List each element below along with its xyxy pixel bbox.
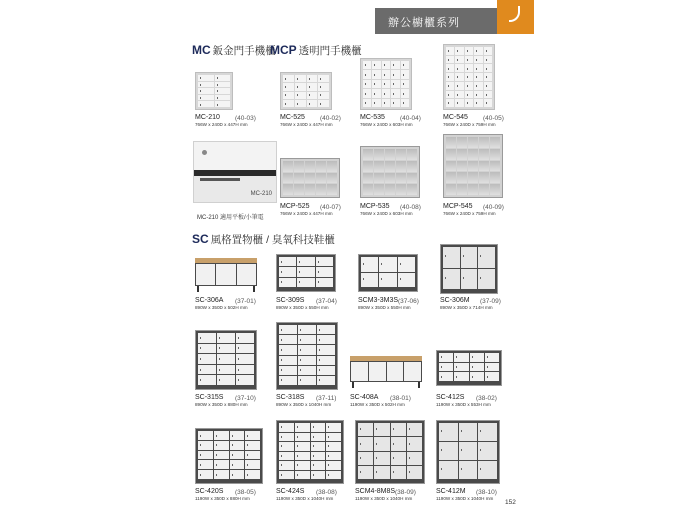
- product-dimensions: 1190W x 350D x 880H mm: [195, 496, 250, 501]
- section-title-mc: MC 鈑金門手機櫃: [192, 43, 276, 57]
- product-code: SC-306M: [440, 297, 470, 304]
- product-dimensions: 890W x 350D x 502H mm: [195, 305, 248, 310]
- cabinet-image: [276, 254, 336, 292]
- page-number: 152: [505, 499, 516, 506]
- product-code: MCP-545: [443, 203, 473, 210]
- lock-icon: [202, 150, 207, 155]
- cabinet-image: [280, 72, 332, 110]
- product-ref: (37-01): [235, 297, 256, 305]
- product-ref: (38-01): [390, 394, 411, 402]
- hook-icon: [509, 6, 520, 22]
- product-ref: (40-02): [320, 114, 341, 122]
- cabinet-image: [360, 58, 412, 110]
- product-ref: (40-08): [400, 203, 421, 211]
- product-code: SC-408A: [350, 394, 379, 401]
- cabinet-image: [443, 44, 495, 110]
- product-dimensions: 766W x 240D x 759H mm: [443, 211, 496, 216]
- product-ref: (37-06): [398, 297, 419, 305]
- product-code: MC-545: [443, 114, 468, 121]
- product-code: SC-420S: [195, 488, 224, 495]
- product-dimensions: 766W x 240D x 603H mm: [360, 211, 413, 216]
- product-dimensions: 766W x 240D x 603H mm: [360, 122, 413, 127]
- product-ref: (38-09): [395, 488, 416, 496]
- product-code: SC-424S: [276, 488, 305, 495]
- product-ref: (38-02): [476, 394, 497, 402]
- cabinet-image: [280, 158, 340, 198]
- product-ref: (37-09): [480, 297, 501, 305]
- product-dimensions: 766W x 240D x 447H mm: [280, 211, 333, 216]
- detail-caption: MC-210 適用平板/小筆電: [197, 215, 264, 221]
- product-dimensions: 766W x 240D x 759H mm: [443, 122, 496, 127]
- cabinet-image: [195, 72, 233, 110]
- product-dimensions: 1190W x 350D x 1040H mm: [276, 496, 334, 501]
- mc-210-detail-photo: [193, 141, 277, 203]
- cabinet-image: [440, 244, 498, 294]
- product-code: MC-525: [280, 114, 305, 121]
- header-accent: [497, 0, 534, 34]
- product-code: SCM3-3M3S: [358, 297, 399, 304]
- section-title-sc: SC 風格置物櫃 / 臭氧科技鞋櫃: [192, 232, 335, 246]
- cabinet-image: [276, 322, 338, 390]
- product-code: MCP-535: [360, 203, 390, 210]
- cabinet-image: [436, 420, 500, 484]
- product-dimensions: 890W x 350D x 550H mm: [276, 305, 329, 310]
- cabinet-image: [360, 146, 420, 198]
- product-dimensions: 766W x 240D x 447H mm: [280, 122, 333, 127]
- product-code: SC-412S: [436, 394, 465, 401]
- cabinet-image: [276, 420, 344, 484]
- product-code: SCM4-8M8S: [355, 488, 396, 495]
- cabinet-image: [195, 428, 263, 484]
- cabinet-image: [350, 356, 422, 388]
- product-ref: (40-07): [320, 203, 341, 211]
- cabinet-image: [443, 134, 503, 198]
- detail-label: MC-210: [250, 191, 272, 197]
- product-code: MC-210: [195, 114, 220, 121]
- product-ref: (37-04): [316, 297, 337, 305]
- section-title-mcp: MCP 透明門手機櫃: [270, 43, 362, 57]
- cabinet-image: [195, 330, 257, 390]
- product-dimensions: 1190W x 350D x 1040H mm: [436, 496, 494, 501]
- product-code: MC-535: [360, 114, 385, 121]
- product-dimensions: 890W x 350D x 880H mm: [195, 402, 248, 407]
- product-code: SC-309S: [276, 297, 305, 304]
- product-dimensions: 890W x 350D x 714H mm: [440, 305, 493, 310]
- product-ref: (40-03): [235, 114, 256, 122]
- product-ref: (38-08): [316, 488, 337, 496]
- product-dimensions: 1190W x 350D x 1040H mm: [355, 496, 413, 501]
- product-dimensions: 890W x 350D x 550H mm: [358, 305, 411, 310]
- product-dimensions: 890W x 350D x 1040H mm: [276, 402, 332, 407]
- product-ref: (40-09): [483, 203, 504, 211]
- product-code: SC-315S: [195, 394, 224, 401]
- cabinet-image: [358, 254, 418, 292]
- product-ref: (37-11): [316, 394, 337, 402]
- product-code: SC-412M: [436, 488, 466, 495]
- section-header-tab: [375, 8, 497, 34]
- product-ref: (37-10): [235, 394, 256, 402]
- cabinet-image: [436, 350, 502, 386]
- product-dimensions: 1190W x 350D x 553H mm: [436, 402, 491, 407]
- product-dimensions: 766W x 240D x 447H mm: [195, 122, 248, 127]
- product-code: SC-318S: [276, 394, 305, 401]
- product-code: MCP-525: [280, 203, 310, 210]
- product-ref: (40-05): [483, 114, 504, 122]
- product-dimensions: 1190W x 350D x 502H mm: [350, 402, 405, 407]
- product-ref: (38-10): [476, 488, 497, 496]
- cabinet-image: [355, 420, 425, 484]
- product-ref: (40-04): [400, 114, 421, 122]
- header-title: 辦公櫥櫃系列: [388, 17, 460, 29]
- cabinet-image: [195, 258, 257, 292]
- product-code: SC-306A: [195, 297, 224, 304]
- product-ref: (38-05): [235, 488, 256, 496]
